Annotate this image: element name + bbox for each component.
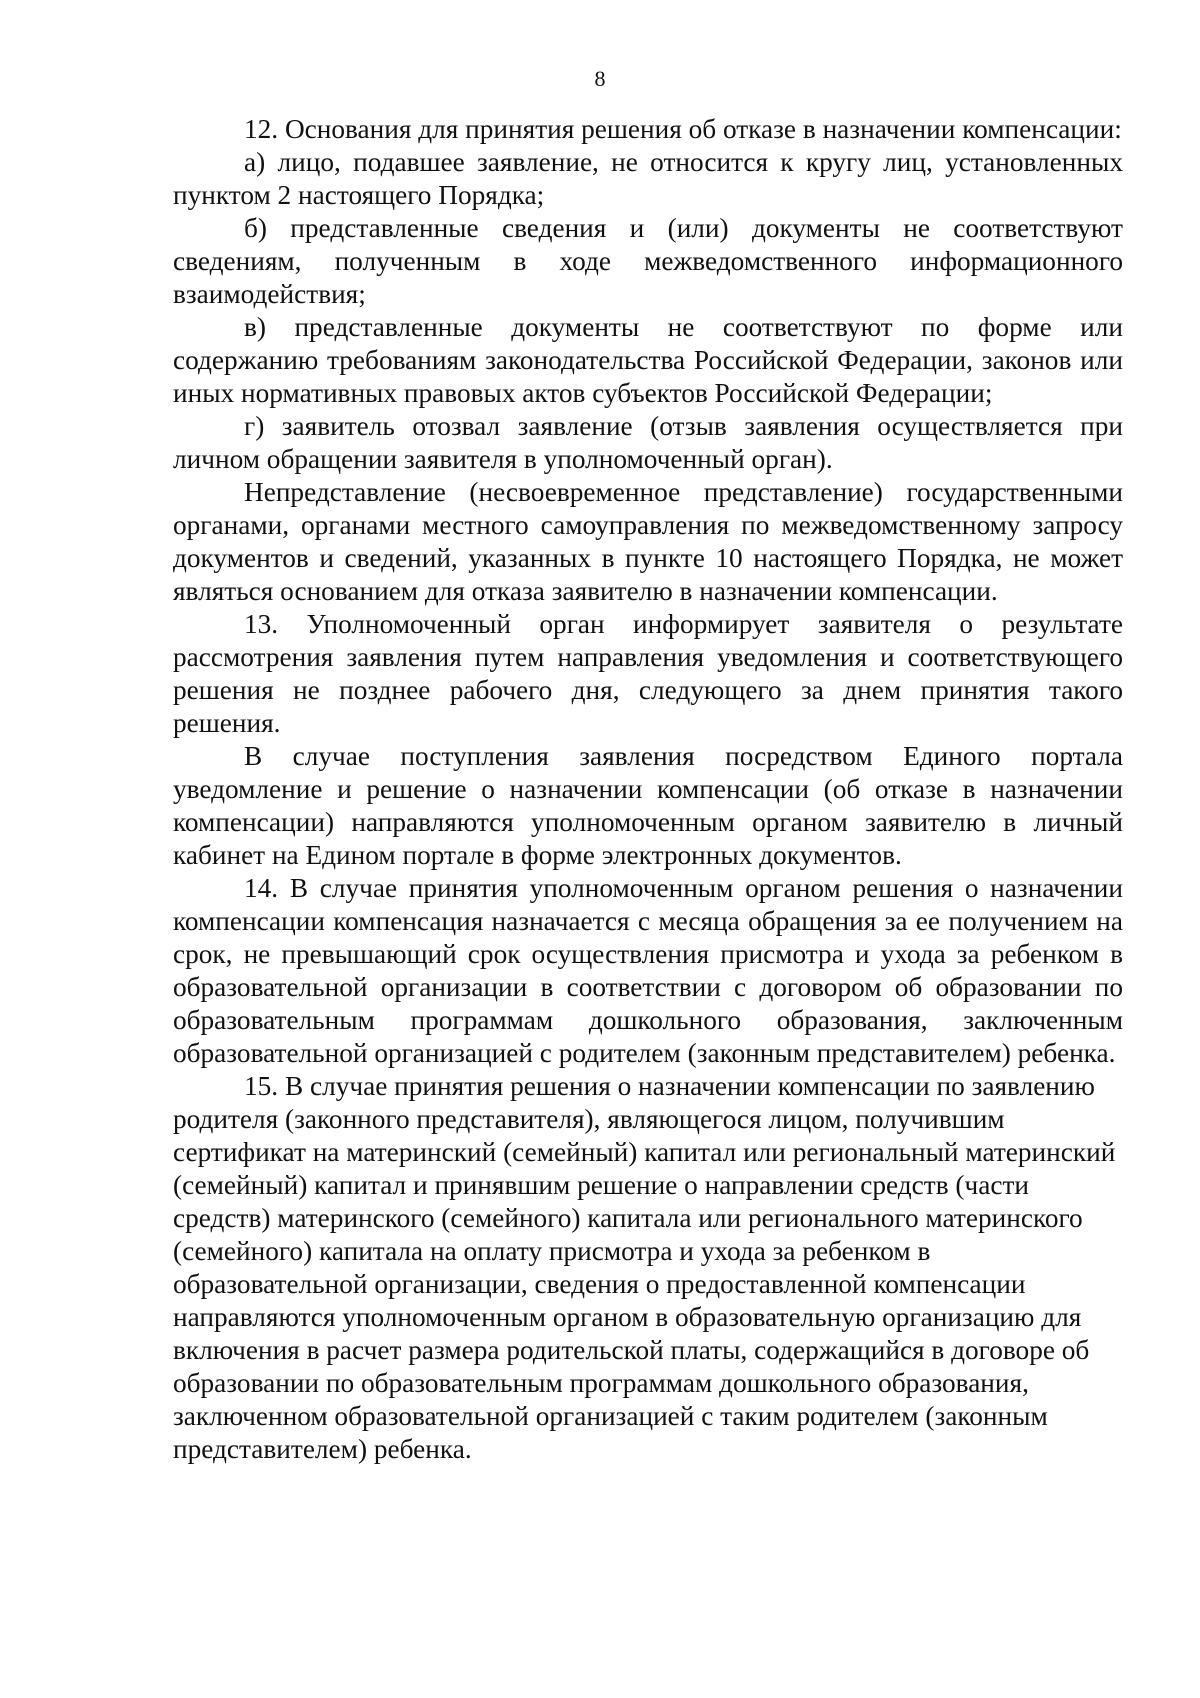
paragraph-item-13-portal: В случае поступления заявления посредством Единого портала уведомление и решение о назначении компенсации (об отказе в назначении компенсации) направляются уполномоченным органом заявителю в личный кабинет на Едином портале в форме электронных документов. (173, 741, 1123, 870)
paragraph-item-14: 14. В случае принятия уполномоченным органом решения о назначении компенсации компенсация назначается с месяца обращения за ее получением на срок, не превышающий срок осуществления присмотра и ухода за ребенком в образовательной организации в соответствии с договором об образовании по образовательным программам дошкольного образования, заключенным образовательной организацией с родителем (законным представителем) ребенка. (173, 873, 1123, 1068)
paragraph-subitem-v: в) представленные документы не соответствуют по форме или содержанию требованиям законодательства Российской Федерации, законов или иных нормативных правовых актов субъектов Российской Федерации; (173, 312, 1123, 408)
paragraph-item-15: 15. В случае принятия решения о назначении компенсации по заявлению родителя (законного представителя), являющегося лицом, получившим сертификат на материнский (семейный) капитал или региональный материнский (семейный) капитал и принявшим решение о направлении средств (части средств) материнского (семейного) капитала или регионального материнского (семейного) капитала на оплату присмотра и ухода за ребенком в образовательной организации, сведения о предоставленной компенсации направляются уполномоченным органом в образовательную организацию для включения в расчет размера родительской платы, содержащийся в договоре об образовании по образовательным программам дошкольного образования, заключенном образовательной организацией с таким родителем (законным представителем) ребенка. (173, 1071, 1116, 1464)
paragraph-subitem-g: г) заявитель отозвал заявление (отзыв заявления осуществляется при личном обращении заявителя в уполномоченный орган). (173, 411, 1123, 474)
paragraph-non-submission: Непредставление (несвоевременное представление) государственными органами, органами местного самоуправления по межведомственному запросу документов и сведений, указанных в пункте 10 настоящего Порядка, не может являться основанием для отказа заявителю в назначении компенсации. (173, 477, 1123, 606)
document-body (173, 113, 1123, 1466)
paragraph-item-12-heading: 12. Основания для принятия решения об отказе в назначении компенсации: (244, 114, 1122, 144)
paragraph-subitem-b: б) представленные сведения и (или) документы не соответствуют сведениям, полученным в ходе межведомственного информационного взаимодействия; (173, 213, 1123, 309)
page-number: 8 (594, 66, 606, 91)
paragraph-subitem-a: а) лицо, подавшее заявление, не относится к кругу лиц, установленных пунктом 2 настоящего Порядка; (173, 147, 1123, 210)
paragraph-item-13: 13. Уполномоченный орган информирует заявителя о результате рассмотрения заявления путем направления уведомления и соответствующего решения не позднее рабочего дня, следующего за днем принятия такого решения. (173, 609, 1123, 738)
